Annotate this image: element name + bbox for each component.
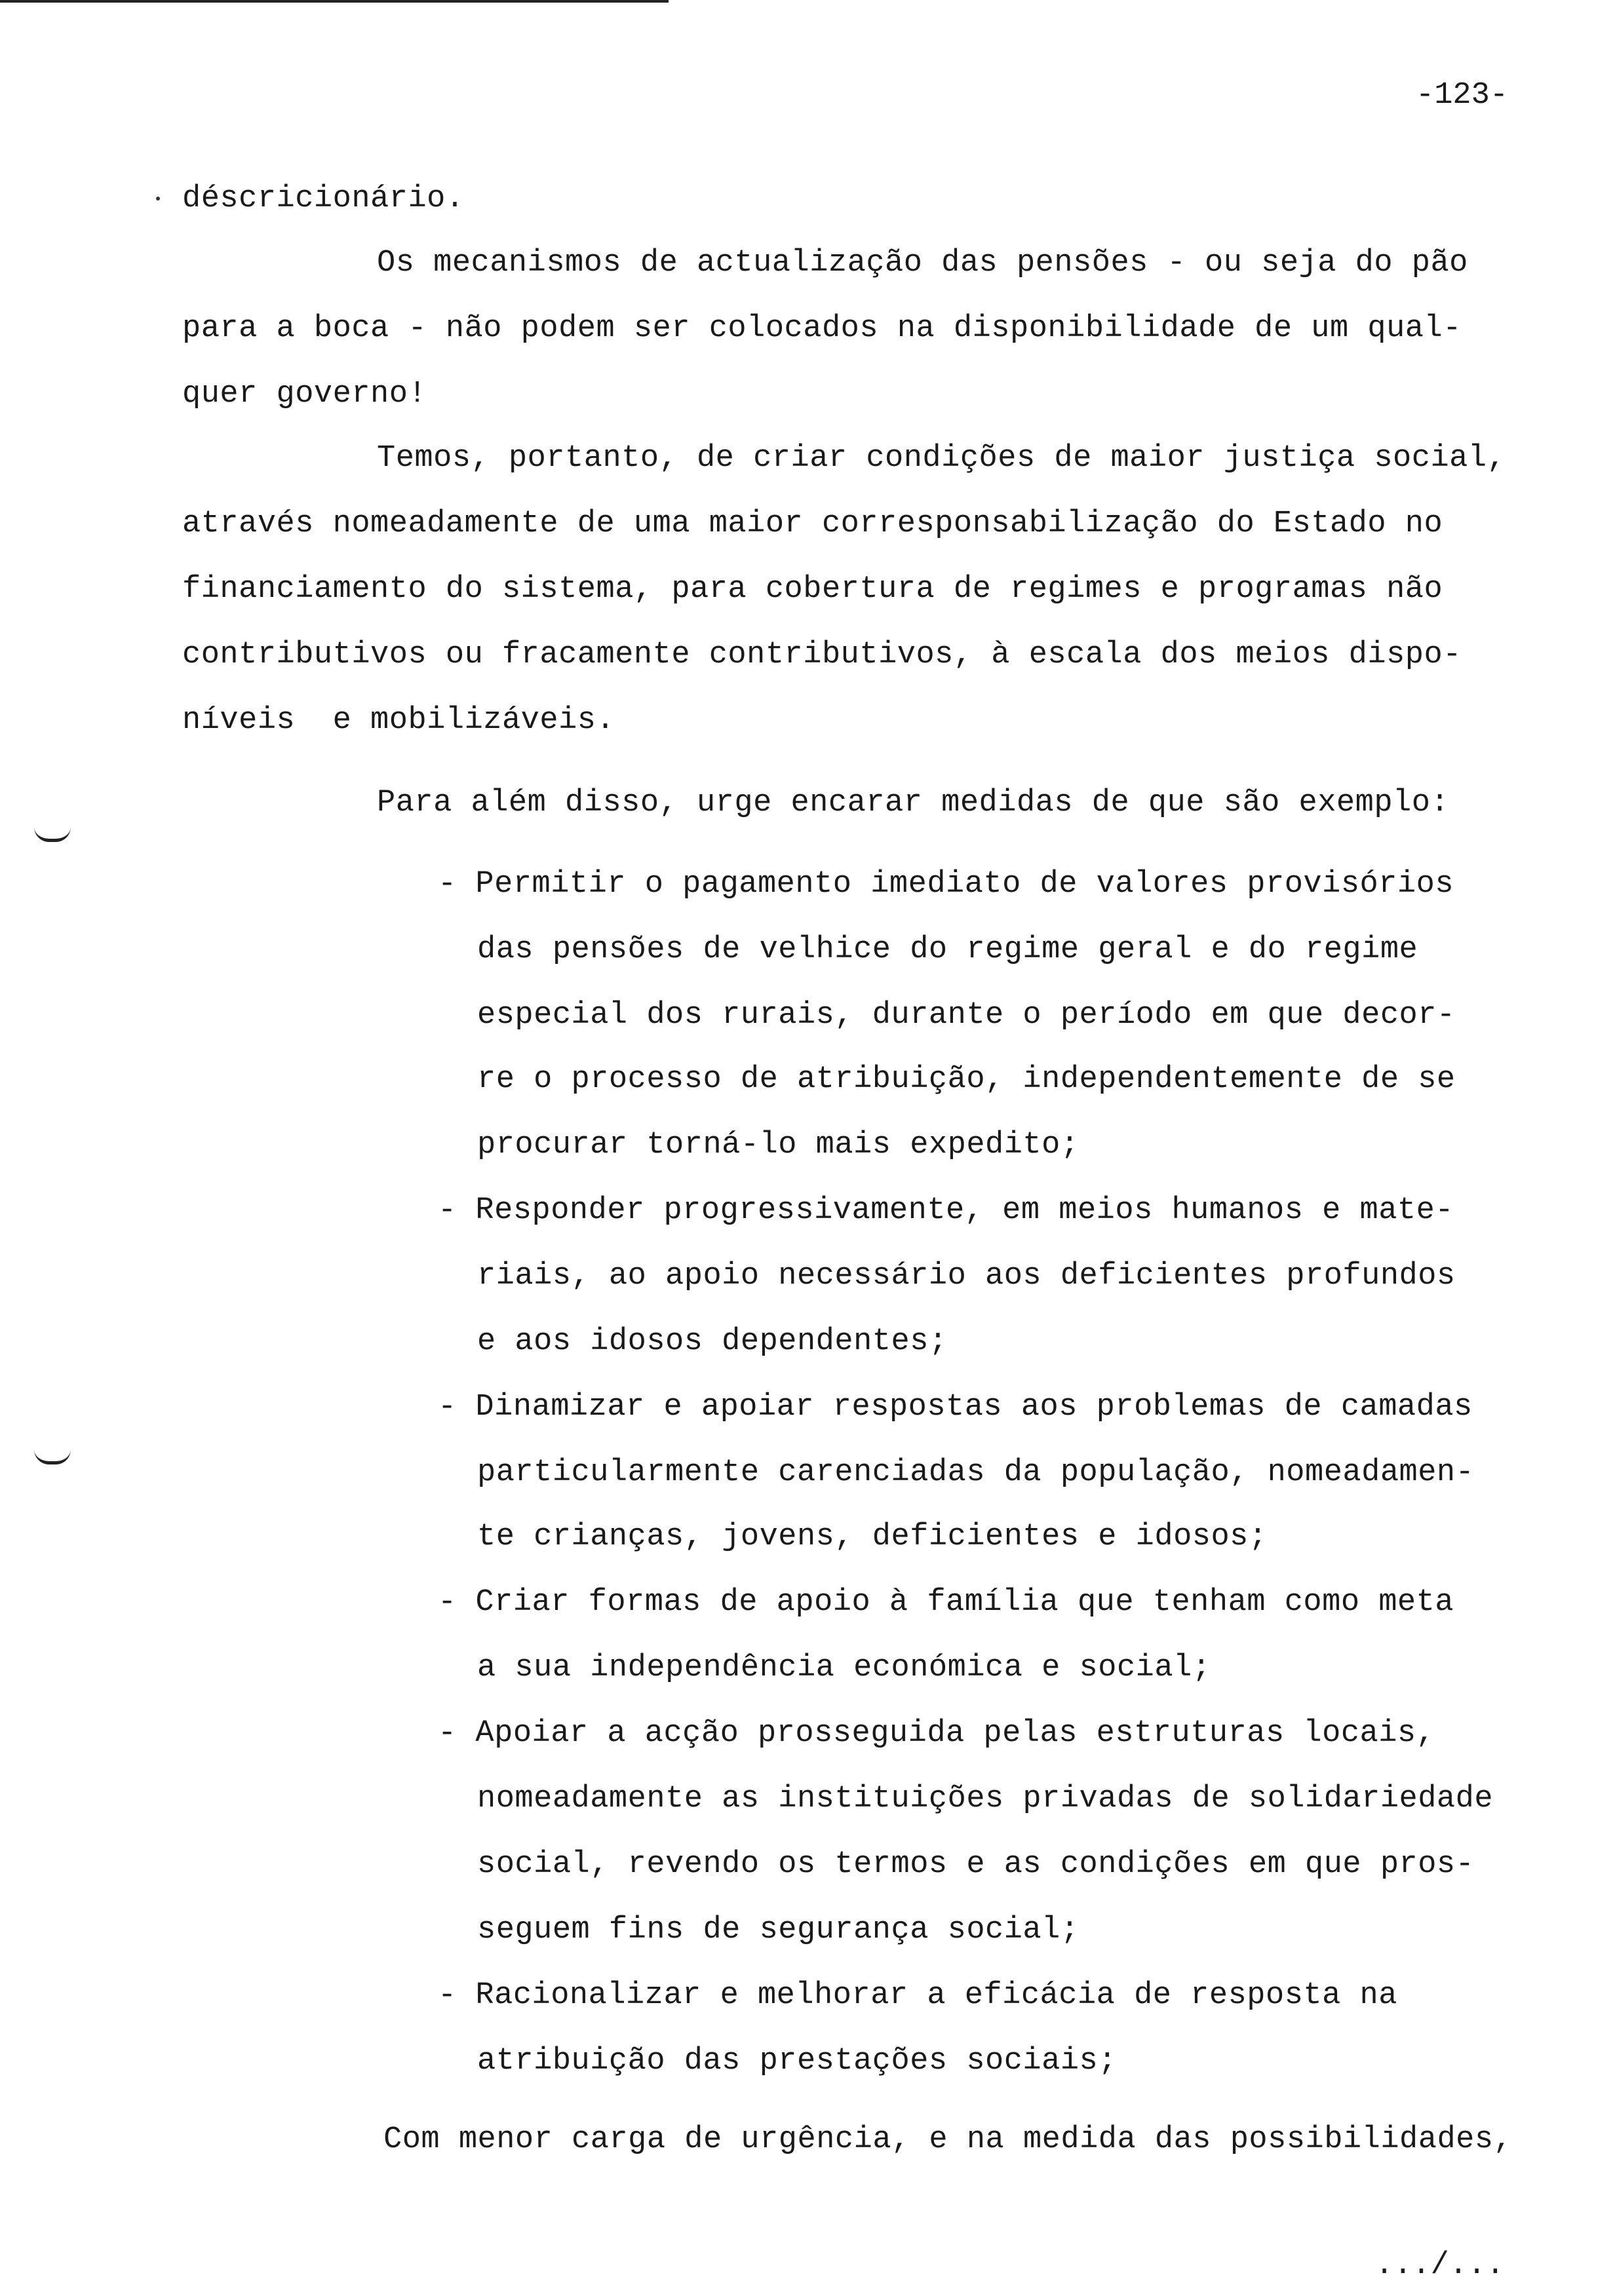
punch-hole-mark xyxy=(34,1449,71,1464)
list-item-continuation: re o processo de atribuição, independentemente de se xyxy=(477,1062,1456,1097)
list-item: - Apoiar a acção prosseguida pelas estruturas locais, xyxy=(438,1716,1435,1751)
list-item: - Dinamizar e apoiar respostas aos problemas de camadas xyxy=(438,1390,1473,1425)
text-line: contributivos ou fracamente contributivos, à escala dos meios dispo- xyxy=(182,638,1462,672)
list-item-continuation: nomeadamente as instituições privadas de solidariedade xyxy=(477,1782,1494,1816)
punch-hole-mark xyxy=(34,827,71,842)
list-item: - Racionalizar e melhorar a eficácia de resposta na xyxy=(438,1978,1397,2013)
text-line: Com menor carga de urgência, e na medida das possibilidades, xyxy=(383,2122,1513,2157)
list-item-continuation: das pensões de velhice do regime geral e do regime xyxy=(477,932,1418,967)
text-line: para a boca - não podem ser colocados na disponibilidade de um qual- xyxy=(182,311,1462,346)
list-item-continuation: seguem fins de segurança social; xyxy=(477,1913,1080,1947)
list-item-continuation: atribuição das prestações sociais; xyxy=(477,2044,1117,2078)
list-item-continuation: e aos idosos dependentes; xyxy=(477,1324,948,1359)
list-item-continuation: especial dos rurais, durante o período em que decor- xyxy=(477,998,1456,1033)
list-item: - Responder progressivamente, em meios humanos e mate- xyxy=(438,1193,1454,1228)
page-number: -123- xyxy=(1416,78,1509,113)
top-rule xyxy=(0,0,669,3)
continuation-mark: .../... xyxy=(1375,2248,1505,2283)
list-item: - Permitir o pagamento imediato de valores provisórios xyxy=(438,867,1454,902)
text-line: Para além disso, urge encarar medidas de que são exemplo: xyxy=(377,786,1450,820)
list-item-continuation: te crianças, jovens, deficientes e idosos; xyxy=(477,1520,1268,1554)
text-line: déscricionário. xyxy=(182,182,465,216)
list-item-continuation: a sua independência económica e social; xyxy=(477,1651,1211,1685)
list-item-continuation: social, revendo os termos e as condições em que pros- xyxy=(477,1847,1475,1882)
text-line: quer governo! xyxy=(182,377,427,411)
margin-speck xyxy=(156,197,160,201)
text-line: financiamento do sistema, para cobertura de regimes e programas não xyxy=(182,572,1443,607)
text-line: através nomeadamente de uma maior corresponsabilização do Estado no xyxy=(182,507,1443,541)
list-item-continuation: particularmente carenciadas da população, nomeadamen- xyxy=(477,1455,1475,1490)
text-line: Os mecanismos de actualização das pensões - ou seja do pão xyxy=(377,246,1468,280)
list-item-continuation: riais, ao apoio necessário aos deficientes profundos xyxy=(477,1259,1456,1293)
text-line: níveis e mobilizáveis. xyxy=(182,703,615,738)
list-item-continuation: procurar torná-lo mais expedito; xyxy=(477,1128,1080,1162)
list-item: - Criar formas de apoio à família que tenham como meta xyxy=(438,1585,1454,1620)
text-line: Temos, portanto, de criar condições de maior justiça social, xyxy=(377,441,1506,476)
